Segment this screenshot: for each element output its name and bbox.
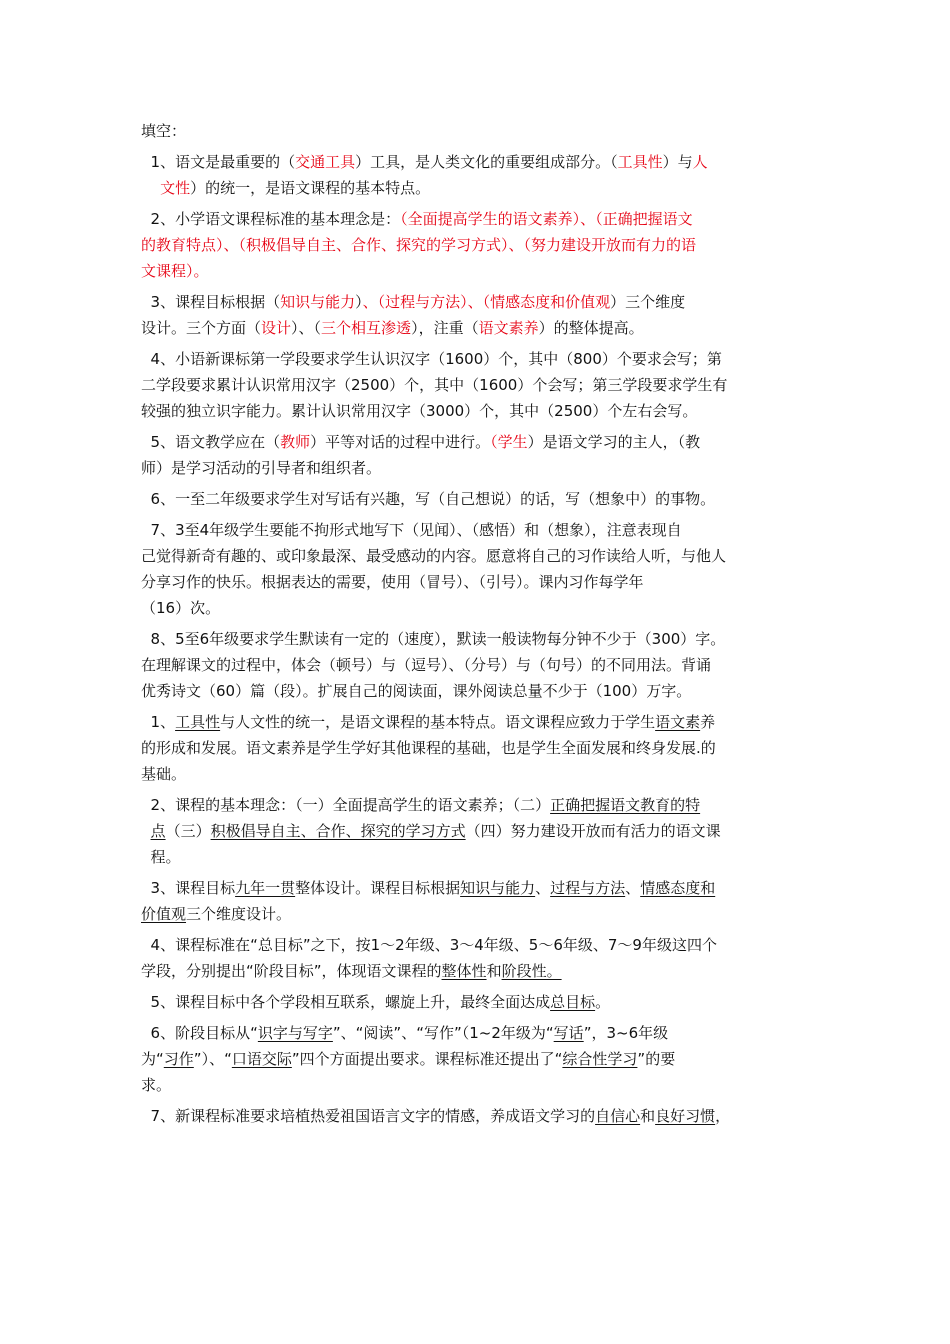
text-line bbox=[141, 372, 806, 398]
underlined-text: 综合性学习 bbox=[562, 1050, 638, 1068]
underlined-text: 价值观 bbox=[141, 905, 187, 923]
body-text: ”）、“ bbox=[193, 1050, 232, 1068]
text-line bbox=[141, 761, 806, 787]
text-line bbox=[141, 486, 806, 512]
body-text: 7、新课程标准要求培植热爱祖国语言文字的情感，养成语文学习的 bbox=[141, 1107, 596, 1125]
section-header bbox=[141, 118, 806, 144]
part2-paragraph bbox=[141, 932, 806, 984]
body-text: 和 bbox=[640, 1107, 656, 1125]
underlined-text: 知识与能力 bbox=[460, 879, 536, 897]
text-line bbox=[141, 626, 806, 652]
body-text: 、 bbox=[535, 879, 551, 897]
text-line bbox=[141, 735, 806, 761]
text-line bbox=[141, 429, 806, 455]
body-text: 8、5至6年级要求学生默读有一定的（速度），默读一般读物每分钟不少于（300）字。 bbox=[141, 630, 726, 648]
part2-paragraph bbox=[141, 1103, 806, 1129]
part1-paragraph bbox=[141, 289, 806, 341]
answer-text: 知识与能力 bbox=[280, 293, 356, 311]
body-text: 1、 bbox=[141, 713, 176, 731]
text-line bbox=[141, 149, 806, 175]
underlined-text: 自信心 bbox=[595, 1107, 641, 1125]
text-line bbox=[141, 1103, 806, 1129]
body-text: 基础。 bbox=[141, 765, 187, 783]
part2-paragraph bbox=[141, 875, 806, 927]
body-text: 6、一至二年级要求学生对写话有兴趣，写（自己想说）的话，写（想象中）的事物。 bbox=[141, 490, 716, 508]
answer-text: （全面提高学生的语文素养）、（正确把握语文 bbox=[400, 210, 693, 228]
body-text: ）工具，是人类文化的重要组成部分。（ bbox=[355, 153, 618, 171]
body-text: 求。 bbox=[141, 1076, 172, 1094]
part1-paragraph bbox=[141, 149, 806, 201]
text-line bbox=[141, 455, 806, 481]
answer-text: 设计 bbox=[261, 319, 292, 337]
part2-paragraph bbox=[141, 989, 806, 1015]
body-text: 3、课程目标 bbox=[141, 879, 236, 897]
body-text: ）三个维度 bbox=[610, 293, 686, 311]
text-line bbox=[141, 206, 806, 232]
text-line bbox=[141, 258, 806, 284]
underlined-text: 九年一贯 bbox=[235, 879, 296, 897]
text-line bbox=[141, 875, 806, 901]
body-text: ”的要 bbox=[637, 1050, 676, 1068]
body-text: ）是语文学习的主人，（教 bbox=[527, 433, 701, 451]
underlined-text: 过程与方法 bbox=[550, 879, 626, 897]
answer-text: 教师 bbox=[280, 433, 311, 451]
body-text: ）的统一，是语文课程的基本特点。 bbox=[190, 179, 431, 197]
answer-text: 、（过程与方法）、（情感态度和价值观 bbox=[362, 293, 611, 311]
text-line bbox=[141, 818, 806, 844]
body-text: 。 bbox=[595, 993, 611, 1011]
text-line bbox=[141, 398, 806, 424]
answer-text: 文课程）。 bbox=[141, 262, 209, 280]
text-line bbox=[141, 989, 806, 1015]
text-line bbox=[141, 175, 806, 201]
part2-paragraph bbox=[141, 1020, 806, 1098]
body-text: 优秀诗文（60）篇（段）。扩展自己的阅读面，课外阅读总量不少于（100）万字。 bbox=[141, 682, 692, 700]
body-text: 师）是学习活动的引导者和组织者。 bbox=[141, 459, 382, 477]
body-text: ）平等对话的过程中进行。 bbox=[310, 433, 491, 451]
text-line bbox=[141, 595, 806, 621]
body-text: 为“ bbox=[141, 1050, 164, 1068]
answer-text: （学生 bbox=[490, 433, 528, 451]
underlined-text: 总目标 bbox=[550, 993, 596, 1011]
underlined-text: 整体性 bbox=[441, 962, 487, 980]
text-line bbox=[141, 232, 806, 258]
body-text: 二学段要求累计认识常用汉字（2500）个，其中（1600）个会写；第三学段要求学生有 bbox=[141, 376, 728, 394]
answer-text: 工具性 bbox=[617, 153, 663, 171]
body-text: ）、（ bbox=[291, 319, 322, 337]
part1-paragraph bbox=[141, 517, 806, 621]
underlined-text: 正确把握语文教育的特 bbox=[550, 796, 701, 814]
body-text: ， bbox=[715, 1107, 731, 1125]
body-text: 三个维度设计。 bbox=[186, 905, 292, 923]
text-line bbox=[141, 346, 806, 372]
text-line bbox=[141, 517, 806, 543]
body-text: 7、3至4年级学生要能不拘形式地写下（见闻）、（感悟）和（想象），注意表现自 bbox=[141, 521, 682, 539]
part1-paragraph bbox=[141, 346, 806, 424]
body-text: 2、课程的基本理念：（一）全面提高学生的语文素养；（二） bbox=[141, 796, 551, 814]
body-text: 养 bbox=[700, 713, 716, 731]
text-line bbox=[141, 932, 806, 958]
part2-paragraph bbox=[141, 792, 806, 870]
text-line bbox=[141, 844, 806, 870]
body-text: 和 bbox=[486, 962, 502, 980]
body-text: （四）努力建设开放而有活力的语文课 bbox=[465, 822, 721, 840]
document-page bbox=[141, 118, 806, 1134]
text-line bbox=[141, 709, 806, 735]
body-text: 5、语文教学应在（ bbox=[141, 433, 281, 451]
body-text: ）的整体提高。 bbox=[538, 319, 644, 337]
text-line bbox=[141, 289, 806, 315]
text-line bbox=[141, 569, 806, 595]
body-text: ）与 bbox=[662, 153, 693, 171]
body-text: （三） bbox=[165, 822, 211, 840]
underlined-text: 情感态度和 bbox=[640, 879, 716, 897]
answer-text: 三个相互渗透 bbox=[321, 319, 412, 337]
body-text: 2、小学语文课程标准的基本理念是： bbox=[141, 210, 401, 228]
underlined-text: 良好习惯 bbox=[655, 1107, 716, 1125]
body-text: 设计。三个方面（ bbox=[141, 319, 262, 337]
body-text: 己觉得新奇有趣的、或印象最深、最受感动的内容。愿意将自己的习作读给人听，与他人 bbox=[141, 547, 727, 565]
body-text: ”，3~6年级 bbox=[583, 1024, 669, 1042]
answer-text: 交通工具 bbox=[295, 153, 356, 171]
body-text: 4、小语新课标第一学段要求学生认识汉字（1600）个，其中（800）个要求会写；第 bbox=[141, 350, 722, 368]
body-text: 1、语文是最重要的（ bbox=[141, 153, 296, 171]
body-text: 5、课程目标中各个学段相互联系，螺旋上升，最终全面达成 bbox=[141, 993, 551, 1011]
body-text: （16）次。 bbox=[141, 599, 221, 617]
answer-text: 文性 bbox=[160, 179, 191, 197]
underlined-text: 习作 bbox=[163, 1050, 194, 1068]
body-text bbox=[141, 179, 160, 197]
body-text: 程。 bbox=[141, 848, 181, 866]
body-text: 3、课程目标根据（ bbox=[141, 293, 281, 311]
underlined-text: 阶段性。 bbox=[501, 962, 562, 980]
body-text: 分享习作的快乐。根据表达的需要，使用（冒号）、（引号）。课内习作每学年 bbox=[141, 573, 644, 591]
answer-text: 的教育特点）、（积极倡导自主、合作、探究的学习方式）、（努力建设开放而有力的语 bbox=[141, 236, 697, 254]
body-text: ”、“阅读”、“写作”（1~2年级为“ bbox=[332, 1024, 554, 1042]
text-line bbox=[141, 543, 806, 569]
text-line bbox=[141, 678, 806, 704]
text-line bbox=[141, 901, 806, 927]
body-text: 、 bbox=[625, 879, 641, 897]
body-text: 4、课程标准在“总目标”之下，按1～2年级、3～4年级、5～6年级、7～9年级这四个 bbox=[141, 936, 717, 954]
body-text: 与人文性的统一，是语文课程的基本特点。语文课程应致力于学生 bbox=[220, 713, 656, 731]
body-text: ”四个方面提出要求。课程标准还提出了“ bbox=[291, 1050, 563, 1068]
body-text: 较强的独立识字能力。累计认识常用汉字（3000）个，其中（2500）个左右会写。 bbox=[141, 402, 698, 420]
part1-paragraph bbox=[141, 429, 806, 481]
body-text: ），注重（ bbox=[411, 319, 479, 337]
fill-blank-answers bbox=[141, 149, 806, 704]
text-line bbox=[141, 1046, 806, 1072]
underlined-text: 识字与写字 bbox=[257, 1024, 333, 1042]
underlined-text: 语文素 bbox=[655, 713, 701, 731]
underlined-text: 口语交际 bbox=[231, 1050, 292, 1068]
text-line bbox=[141, 315, 806, 341]
body-text bbox=[141, 822, 151, 840]
answer-text: 语文素养 bbox=[478, 319, 539, 337]
body-text: 整体设计。课程目标根据 bbox=[295, 879, 461, 897]
text-line bbox=[141, 1072, 806, 1098]
body-text: 6、阶段目标从“ bbox=[141, 1024, 258, 1042]
underlined-text: 点 bbox=[150, 822, 166, 840]
answer-text: 人 bbox=[692, 153, 708, 171]
curriculum-notes bbox=[141, 709, 806, 1129]
part1-paragraph bbox=[141, 626, 806, 704]
underlined-text: 写话 bbox=[553, 1024, 584, 1042]
body-text: 在理解课文的过程中，体会（顿号）与（逗号）、（分号）与（句号）的不同用法。背诵 bbox=[141, 656, 712, 674]
header-text: 填空： bbox=[141, 122, 187, 140]
underlined-text: 工具性 bbox=[175, 713, 221, 731]
text-line bbox=[141, 1020, 806, 1046]
part2-paragraph bbox=[141, 709, 806, 787]
body-text: 学段，分别提出“阶段目标”，体现语文课程的 bbox=[141, 962, 442, 980]
underlined-text: 积极倡导自主、合作、探究的学习方式 bbox=[210, 822, 466, 840]
text-line bbox=[141, 792, 806, 818]
part1-paragraph bbox=[141, 206, 806, 284]
body-text: 的形成和发展。语文素养是学生学好其他课程的基础，也是学生全面发展和终身发展.的 bbox=[141, 739, 716, 757]
part1-paragraph bbox=[141, 486, 806, 512]
text-line bbox=[141, 652, 806, 678]
body-text: ） bbox=[355, 293, 363, 311]
text-line bbox=[141, 958, 806, 984]
